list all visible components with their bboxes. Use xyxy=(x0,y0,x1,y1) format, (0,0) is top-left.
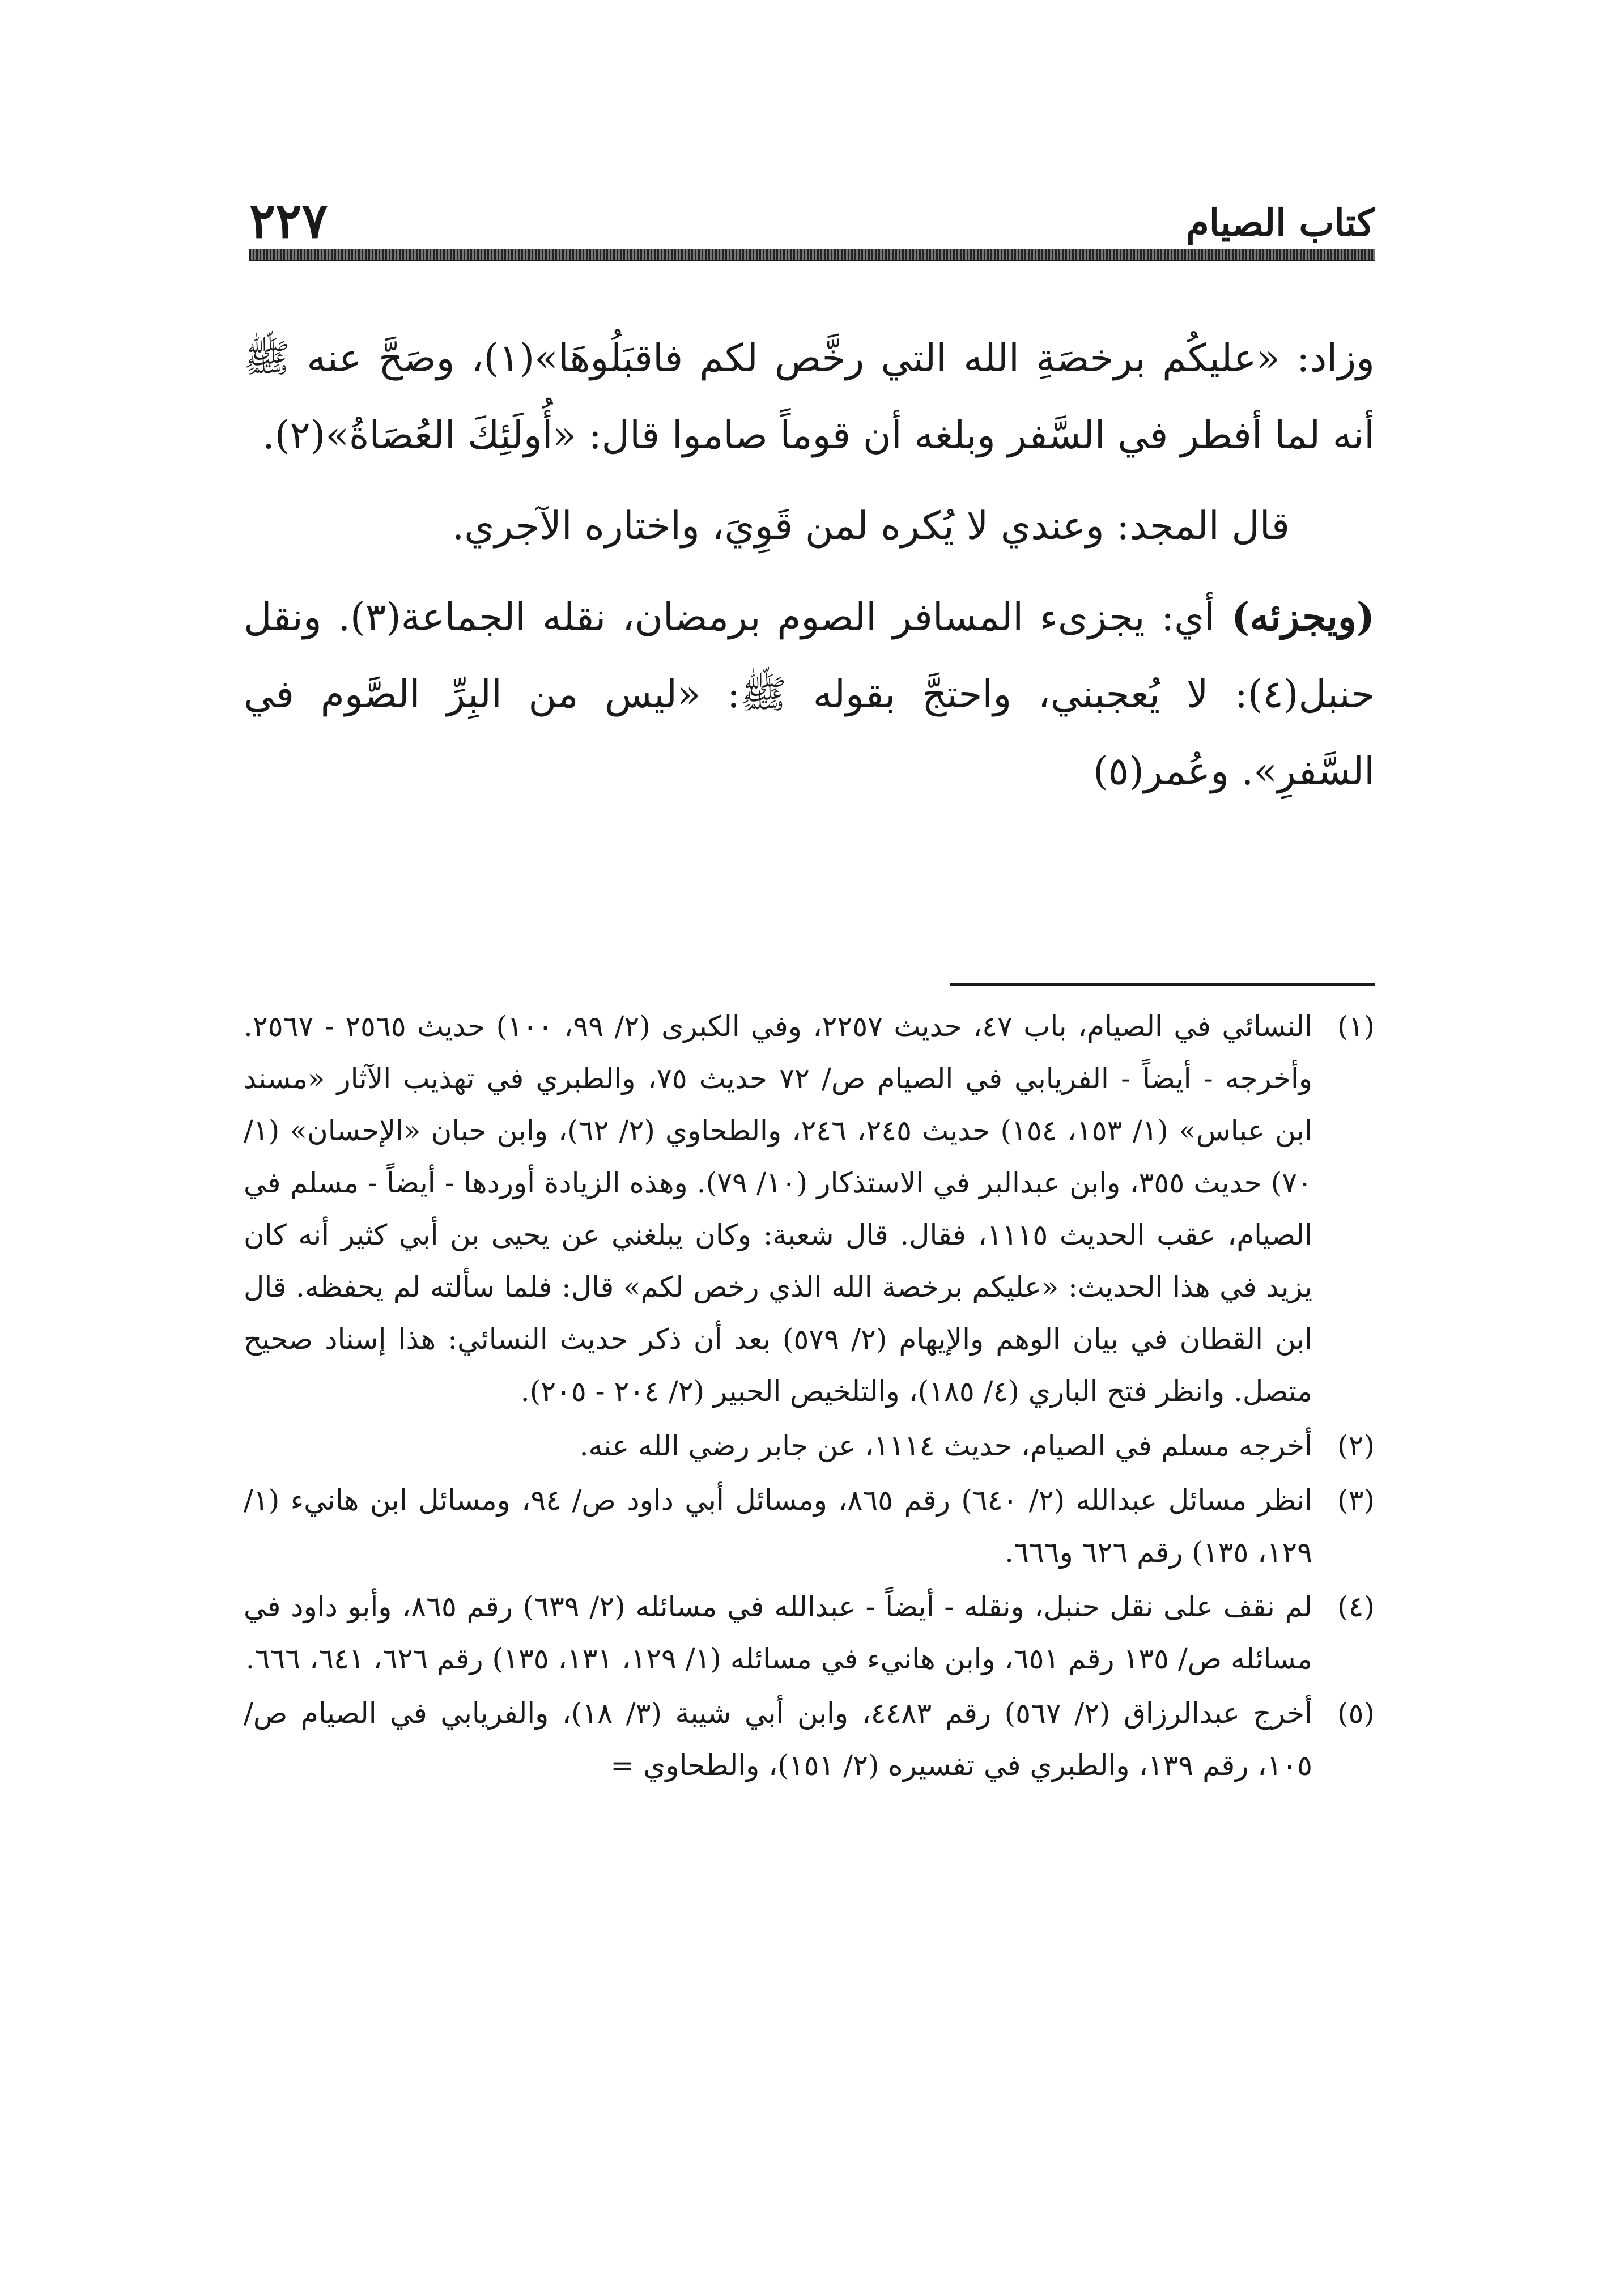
main-body xyxy=(244,320,1375,824)
footnote-number: (١) xyxy=(1337,1010,1375,1043)
footnote-text: أخرجه مسلم في الصيام، حديث ١١١٤، عن جابر رضي الله عنه. xyxy=(579,1429,1312,1462)
footnote-number: (٥) xyxy=(1337,1697,1375,1730)
chapter-title: كتاب الصيام xyxy=(1185,201,1375,245)
footnote-text: لم نقف على نقل حنبل، ونقله - أيضاً - عبدالله في مسائله (٢/ ٦٣٩) رقم ٨٦٥، وأبو داود في مسائله ص/ ١٣٥ رقم ٦٥١، وابن هانيء في مسائله (١/ ١٢٩، ١٣١، ١٣٥) رقم ٦٢٦، ٦٤١، ٦٦٦. xyxy=(244,1590,1312,1675)
page-number: ٢٢٧ xyxy=(249,192,328,249)
paragraph-text: أي: يجزىء المسافر الصوم برمضان، نقله الجماعة(٣). ونقل حنبل(٤): لا يُعجبني، واحتجَّ بقوله ﷺ: «ليس من البِرِّ الصَّوم في السَّفرِ». وعُمر(٥) xyxy=(244,595,1375,794)
footnotes xyxy=(244,1000,1375,1794)
footnote-item xyxy=(244,1687,1375,1791)
main-paragraph xyxy=(244,579,1375,810)
page-header xyxy=(249,187,1375,255)
main-paragraph: قال المجد: وعندي لا يُكره لمن قَوِيَ، واختاره الآجري. xyxy=(452,504,1290,549)
footnote-item xyxy=(244,1581,1375,1685)
footnote-item xyxy=(244,1420,1375,1472)
main-paragraph: وزاد: «عليكُم برخصَةِ الله التي رخَّص لكم فاقبَلُوهَا»(١)، وصَحَّ عنه ﷺ أنه لما أفطر في السَّفر وبلغه أن قوماً صاموا قال: «أُولَئِكَ العُصَاةُ»(٢). xyxy=(244,336,1375,458)
footnote-text: انظر مسائل عبدالله (٢/ ٦٤٠) رقم ٨٦٥، ومسائل أبي داود ص/ ٩٤، ومسائل ابن هانيء (١/ ١٢٩، ١٣٥) رقم ٦٢٦ و٦٦٦. xyxy=(244,1484,1312,1569)
header-divider xyxy=(249,249,1375,261)
footnote-item xyxy=(244,1474,1375,1578)
bold-term: (ويجزئه) xyxy=(1231,595,1375,640)
footnote-text: النسائي في الصيام، باب ٤٧، حديث ٢٢٥٧، وفي الكبرى (٢/ ٩٩، ١٠٠) حديث ٢٥٦٥ - ٢٥٦٧. وأخرجه - أيضاً - الفريابي في الصيام ص/ ٧٢ حديث ٧٥، والطبري في تهذيب الآثار «مسند ابن عباس» (١/ ١٥٣، ١٥٤) حديث ٢٤٥، ٢٤٦، والطحاوي (٢/ ٦٢)، وابن حبان «الإحسان» (١/ ٧٠) حديث ٣٥٥، وابن عبدالبر في الاستذكار (١٠/ ٧٩). وهذه الزيادة أوردها - أيضاً - مسلم في الصيام، عقب الحديث ١١١٥، فقال. قال شعبة: وكان يبلغني عن يحيى بن أبي كثير أنه كان يزيد في هذا الحديث: «عليكم برخصة الله الذي رخص لكم» قال: فلما سألته لم يحفظه. قال ابن القطان في بيان الوهم والإيهام (٢/ ٥٧٩) بعد أن ذكر حديث النسائي: هذا إسناد صحيح متصل. وانظر فتح الباري (٤/ ١٨٥)، والتلخيص الحبير (٢/ ٢٠٤ - ٢٠٥). xyxy=(244,1010,1313,1408)
footnote-number: (٢) xyxy=(1337,1429,1375,1462)
footnote-divider xyxy=(950,983,1375,986)
footnote-number: (٣) xyxy=(1337,1484,1375,1517)
footnote-number: (٤) xyxy=(1337,1590,1375,1623)
footnote-text: أخرج عبدالرزاق (٢/ ٥٦٧) رقم ٤٤٨٣، وابن أبي شيبة (٣/ ١٨)، والفريابي في الصيام ص/ ١٠٥، رقم ١٣٩، والطبري في تفسيره (٢/ ١٥١)، والطحاوي = xyxy=(244,1697,1313,1782)
footnote-item xyxy=(244,1000,1375,1417)
